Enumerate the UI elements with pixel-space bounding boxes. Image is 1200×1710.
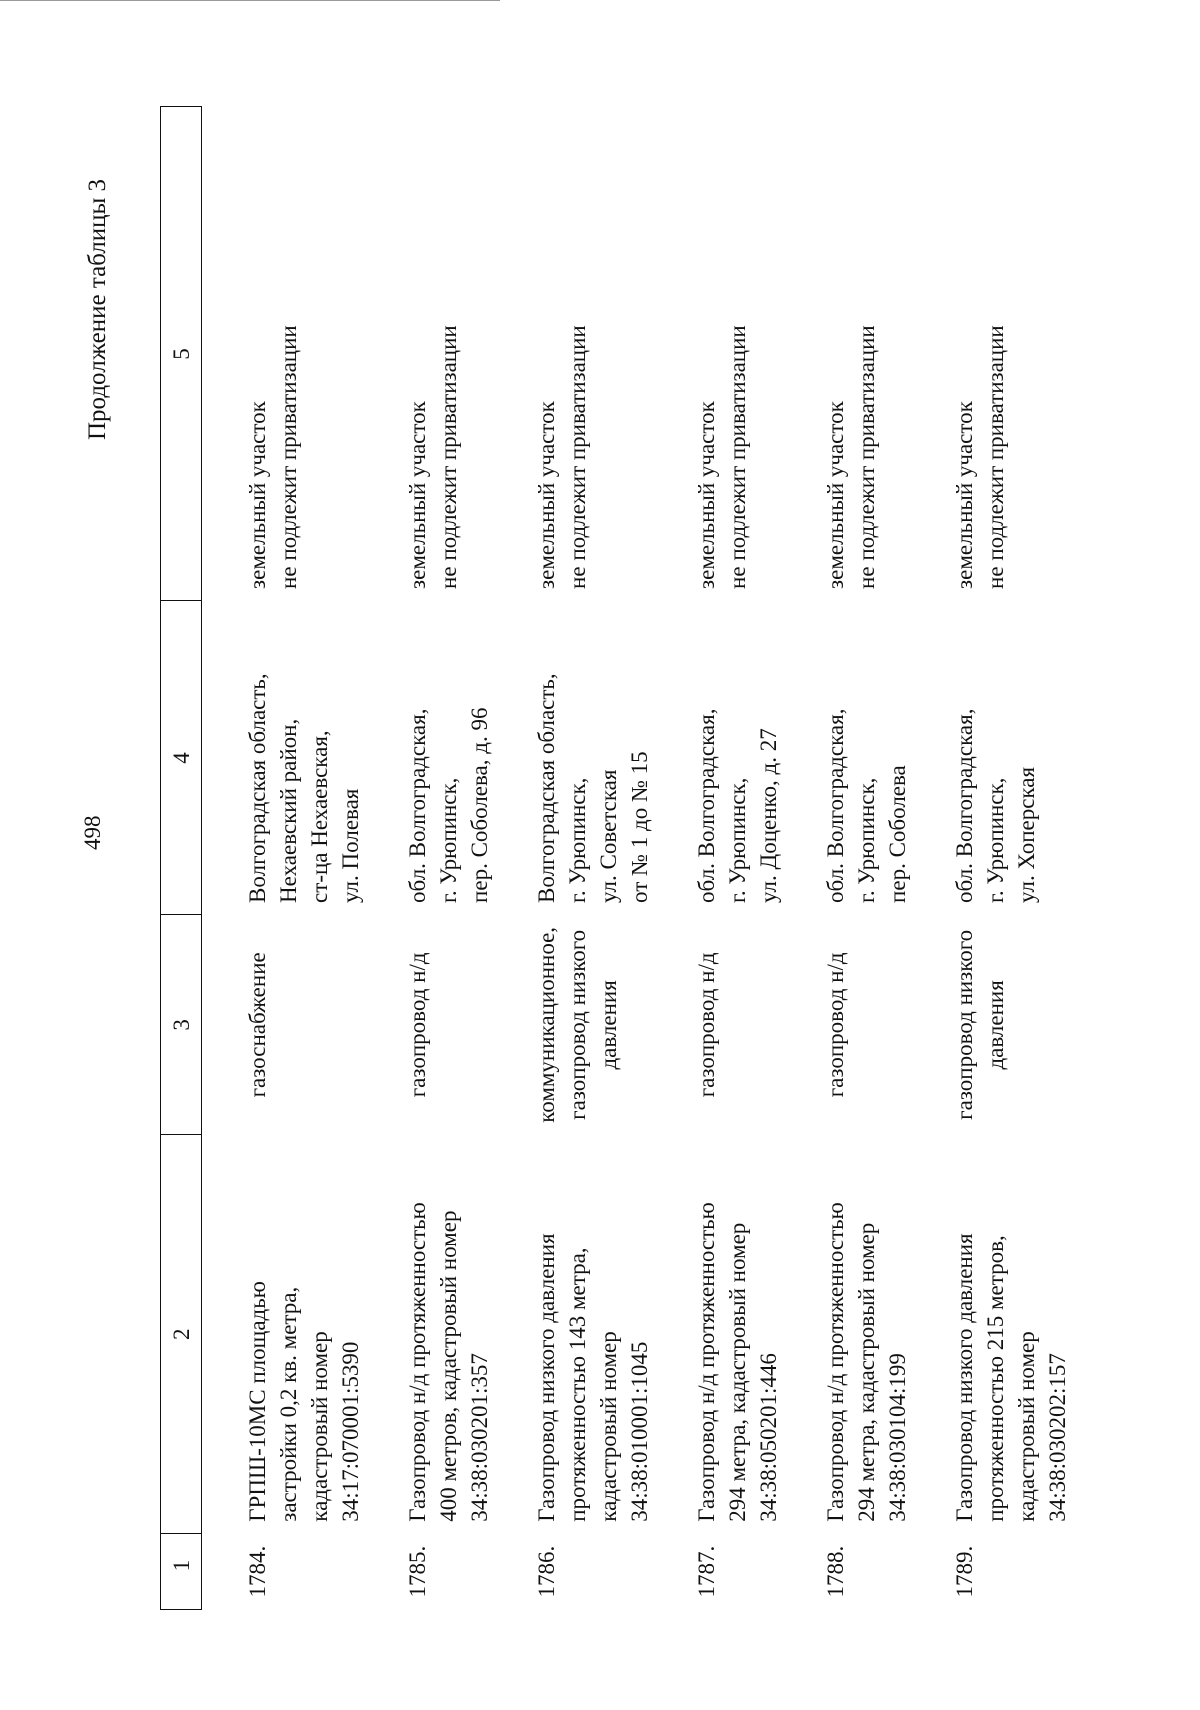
- object-address-line: г. Урюпинск,: [725, 777, 750, 903]
- object-description-line: 294 метра, кадастровый номер: [725, 1222, 750, 1522]
- object-description-line: 34:38:050201:446: [756, 1353, 781, 1522]
- table-row: [495, 107, 655, 1610]
- land-status-line: не подлежит приватизации: [725, 325, 750, 589]
- land-status-line: земельный участок: [245, 401, 270, 589]
- object-description: [366, 1135, 495, 1534]
- land-status-line: земельный участок: [952, 401, 977, 589]
- column-header-4: 4: [161, 601, 202, 915]
- property-table: [160, 106, 1073, 1610]
- object-purpose: [913, 915, 1073, 1135]
- object-address-line: г. Урюпинск,: [854, 777, 879, 903]
- land-status-line: земельный участок: [694, 401, 719, 589]
- land-status: [655, 107, 784, 601]
- object-purpose-line: коммуникационное,: [534, 926, 559, 1123]
- object-description-line: кадастровый номер: [596, 1331, 621, 1522]
- object-description: [655, 1135, 784, 1534]
- object-address-line: Нехаевский район,: [276, 718, 301, 903]
- table-row: [366, 107, 495, 1610]
- row-number: 1785.: [405, 1545, 430, 1598]
- object-description: [784, 1135, 913, 1534]
- land-status-line: земельный участок: [534, 401, 559, 589]
- object-description: [202, 1135, 367, 1534]
- land-status: [784, 107, 913, 601]
- object-description-line: Газопровод низкого давления: [534, 1233, 559, 1522]
- object-purpose: [366, 915, 495, 1135]
- object-address-line: ст-ца Нехаевская,: [307, 730, 332, 903]
- table-row: [913, 107, 1073, 1610]
- object-description-line: Газопровод низкого давления: [952, 1233, 977, 1522]
- page-number: 498: [80, 815, 105, 850]
- table-row: [202, 107, 367, 1610]
- object-purpose: [495, 915, 655, 1135]
- object-description-line: Газопровод н/д протяженностью: [694, 1202, 719, 1522]
- object-purpose-line: давления: [596, 980, 621, 1070]
- object-description-line: 400 метров, кадастровый номер: [436, 1210, 461, 1522]
- object-address-line: ул. Полевая: [338, 788, 363, 903]
- object-purpose-line: газоснабжение: [245, 952, 270, 1098]
- table-row: [784, 107, 913, 1610]
- table-header-row: [161, 107, 202, 1610]
- land-status-line: не подлежит приватизации: [854, 325, 879, 589]
- land-status-line: земельный участок: [405, 401, 430, 589]
- land-status-line: не подлежит приватизации: [565, 325, 590, 589]
- column-header-1: 1: [161, 1534, 202, 1610]
- object-address-line: обл. Волгоградская,: [694, 708, 719, 903]
- land-status-line: земельный участок: [823, 401, 848, 589]
- table-row: [655, 107, 784, 1610]
- land-status: [366, 107, 495, 601]
- object-description-line: протяженностью 143 метра,: [565, 1247, 590, 1522]
- object-description: [495, 1135, 655, 1534]
- object-address-line: от № 1 до № 15: [627, 751, 652, 903]
- row-number: 1789.: [952, 1545, 977, 1598]
- object-address-line: ул. Доценко, д. 27: [756, 728, 781, 903]
- object-address: [655, 601, 784, 915]
- table-caption: Продолжение таблицы 3: [84, 178, 111, 440]
- object-description-line: 294 метра, кадастровый номер: [854, 1222, 879, 1522]
- object-address-line: ул. Хоперская: [1014, 766, 1039, 903]
- object-description-line: 34:38:030201:357: [467, 1353, 492, 1522]
- land-status: [913, 107, 1073, 601]
- column-header-2: 2: [161, 1135, 202, 1534]
- object-purpose-line: газопровод низкого: [565, 929, 590, 1120]
- object-address: [784, 601, 913, 915]
- row-number: 1786.: [534, 1545, 559, 1598]
- object-description-line: Газопровод н/д протяженностью: [405, 1202, 430, 1522]
- row-number: 1787.: [694, 1545, 719, 1598]
- object-purpose-line: газопровод н/д: [823, 952, 848, 1098]
- object-address: [202, 601, 367, 915]
- object-description-line: ГРПШ-10МС площадью: [245, 1281, 270, 1522]
- object-description-line: 34:38:030104:199: [885, 1353, 910, 1522]
- object-purpose: [655, 915, 784, 1135]
- object-description-line: протяженностью 215 метров,: [983, 1235, 1008, 1522]
- object-address-line: ул. Советская: [596, 769, 621, 903]
- object-description-line: кадастровый номер: [307, 1331, 332, 1522]
- column-header-5: 5: [161, 107, 202, 601]
- land-status: [202, 107, 367, 601]
- object-description-line: кадастровый номер: [1014, 1331, 1039, 1522]
- object-purpose-line: давления: [983, 980, 1008, 1070]
- object-address-line: пер. Соболева: [885, 765, 910, 903]
- object-address: [366, 601, 495, 915]
- object-address: [495, 601, 655, 915]
- object-description-line: Газопровод н/д протяженностью: [823, 1202, 848, 1522]
- object-description-line: 34:38:030202:157: [1045, 1353, 1070, 1522]
- object-purpose: [202, 915, 367, 1135]
- table-body: [202, 107, 1074, 1610]
- object-purpose: [784, 915, 913, 1135]
- object-address-line: Волгоградская область,: [245, 673, 270, 903]
- column-header-3: 3: [161, 915, 202, 1135]
- object-description-line: застройки 0,2 кв. метра,: [276, 1286, 301, 1522]
- object-purpose-line: газопровод н/д: [694, 952, 719, 1098]
- object-purpose-line: газопровод н/д: [405, 952, 430, 1098]
- object-description-line: 34:38:010001:1045: [627, 1341, 652, 1522]
- land-status-line: не подлежит приватизации: [276, 325, 301, 589]
- object-address-line: г. Урюпинск,: [436, 777, 461, 903]
- row-number: 1784.: [245, 1545, 270, 1598]
- object-address-line: обл. Волгоградская,: [952, 708, 977, 903]
- object-address-line: пер. Соболева, д. 96: [467, 707, 492, 903]
- land-status: [495, 107, 655, 601]
- object-address-line: обл. Волгоградская,: [405, 708, 430, 903]
- object-purpose-line: газопровод низкого: [952, 929, 977, 1120]
- land-status-line: не подлежит приватизации: [983, 325, 1008, 589]
- object-address-line: обл. Волгоградская,: [823, 708, 848, 903]
- object-description-line: 34:17:070001:5390: [338, 1341, 363, 1522]
- object-address-line: Волгоградская область,: [534, 673, 559, 903]
- row-number: 1788.: [823, 1545, 848, 1598]
- object-address-line: г. Урюпинск,: [565, 777, 590, 903]
- object-description: [913, 1135, 1073, 1534]
- object-address-line: г. Урюпинск,: [983, 777, 1008, 903]
- land-status-line: не подлежит приватизации: [436, 325, 461, 589]
- object-address: [913, 601, 1073, 915]
